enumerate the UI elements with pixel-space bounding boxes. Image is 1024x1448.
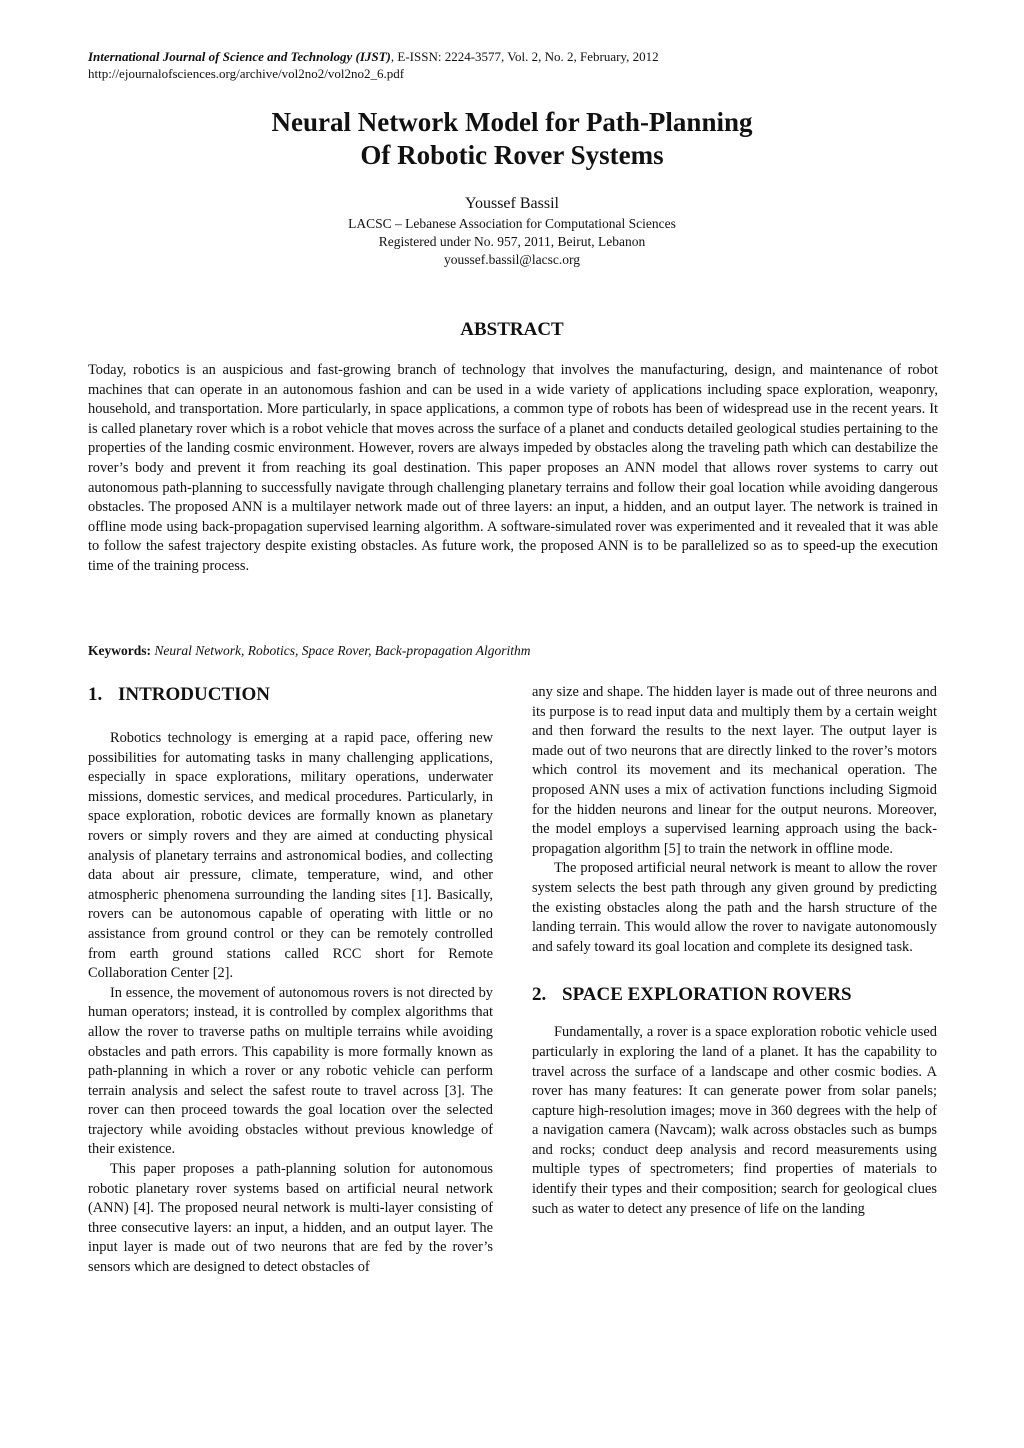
- keywords: [88, 642, 530, 660]
- paper-title: [0, 106, 1024, 172]
- intro-paragraph-2: In essence, the movement of autonomous rovers is not directed by human operators; instead, it is controlled by complex algorithms that allow the rover to traverse paths on multiple terrains while avoiding obstacles and path errors. This capability is more formally known as path-planning in which a rover or any robotic vehicle can perform terrain analysis and select the safest route to travel across [3]. The rover can then proceed towards the goal location over the selected trajectory while avoiding obstacles without previous knowledge of their existence.: [88, 984, 493, 1158]
- intro-paragraph-3: This paper proposes a path-planning solution for autonomous robotic planetary rover systems based on artificial neural network (ANN) [4]. The proposed neural network is multi-layer consisting of three consecutive layers: an input, a hidden, and an output layer. The input layer is made out of two neurons that are fed by the rover’s sensors which are designed to detect obstacles of: [88, 1161, 493, 1276]
- keywords-label: Keywords:: [88, 643, 151, 658]
- section-2-heading: [532, 983, 937, 1007]
- section-2-number: 2.: [532, 984, 547, 1006]
- author-name: Youssef Bassil: [465, 195, 559, 212]
- title-line-2: Of Robotic Rover Systems: [360, 140, 664, 170]
- right-column: [532, 683, 937, 1219]
- author-affiliation: LACSC – Lebanese Association for Computational Sciences: [348, 216, 676, 231]
- journal-details: , E-ISSN: 2224-3577, Vol. 2, No. 2, February, 2012: [390, 49, 659, 64]
- title-line-1: Neural Network Model for Path-Planning: [271, 107, 753, 137]
- section-1-title: INTRODUCTION: [118, 684, 271, 705]
- journal-name: International Journal of Science and Technology (IJST): [88, 49, 391, 64]
- abstract-text: Today, robotics is an auspicious and fast-growing branch of technology that involves the manufacturing, design, and maintenance of robot machines that can operate in an autonomous fashion and can be used in a wide variety of applications including space exploration, weaponry, household, and transportation. More particularly, in space applications, a common type of robots has been of widespread use in the recent years. It is called planetary rover which is a robot vehicle that moves across the surface of a planet and conducts detailed geological studies pertaining to the properties of the landing cosmic environment. However, rovers are always impeded by obstacles along the traveling path which can destabilize the rover’s body and prevent it from reaching its goal destination. This paper proposes an ANN model that allows rover systems to carry out autonomous path-planning to successfully navigate through challenging planetary terrains and follow their goal location while avoiding dangerous obstacles. The proposed ANN is a multilayer network made out of three layers: an input, a hidden, and an output layer. The network is trained in offline mode using back-propagation supervised learning algorithm. A software-simulated rover was experimented and it revealed that it was able to follow the safest trajectory despite existing obstacles. As future work, the proposed ANN is to be parallelized so as to speed-up the execution time of the training process.: [88, 362, 938, 574]
- article-url[interactable]: http://ejournalofsciences.org/archive/vol2no2/vol2no2_6.pdf: [88, 66, 405, 81]
- abstract-heading: ABSTRACT: [460, 319, 564, 340]
- keywords-values: Neural Network, Robotics, Space Rover, Back-propagation Algorithm: [154, 643, 531, 658]
- section-1-number: 1.: [88, 684, 103, 705]
- journal-header: [88, 48, 659, 65]
- intro-paragraph-4: any size and shape. The hidden layer is made out of three neurons and its purpose is to read input data and multiply them by a certain weight and then forward the results to the next layer. The output layer is made out of two neurons that are directly linked to the rover’s motors which control its movement and its mechanical operation. The proposed ANN uses a mix of activation functions including Sigmoid for the hidden neurons and linear for the output neurons. Moreover, the model employs a supervised learning approach using the back-propagation algorithm [5] to train the network in offline mode.: [532, 684, 937, 857]
- intro-paragraph-5: The proposed artificial neural network is meant to allow the rover system selects the best path through any given ground by predicting the existing obstacles along the path and the harsh structure of the landing terrain. This would allow the rover to navigate autonomously and safely toward its goal location and complete its designed task.: [532, 860, 937, 955]
- section-1-heading: [88, 683, 493, 707]
- rovers-paragraph-1: Fundamentally, a rover is a space exploration robotic vehicle used particularly in exploring the land of a planet. It has the capability to travel across the surface of a landscape and other cosmic bodies. A rover has many features: It can generate power from solar panels; capture high-resolution images; move in 360 degrees with the help of a navigation camera (Navcam); walk across obstacles such as bumps and rocks; conduct deep analysis and record measurements using multiple types of spectrometers; find properties of materials to identify their types and their composition; search for geological clues such as water to detect any presence of life on the landing: [532, 1024, 937, 1217]
- author-block: [0, 193, 1024, 269]
- intro-paragraph-1: Robotics technology is emerging at a rapid pace, offering new possibilities for automating tasks in many challenging applications, especially in space explorations, military operations, underwater missions, domestic services, and medical procedures. Particularly, in space exploration, robotic devices are formally known as planetary rovers or simply rovers and they are aimed at conducting physical analysis of planetary terrains and astronomical bodies, and collecting data about air pressure, climate, temperature, wind, and other atmospheric phenomena surrounding the landing sites [1]. Basically, rovers can be autonomous capable of operating with little or no assistance from ground control or they can be remotely controlled from earth ground stations called RCC short for Remote Collaboration Center [2].: [88, 730, 493, 982]
- left-column: [88, 683, 493, 1278]
- section-2-title: SPACE EXPLORATION ROVERS: [562, 984, 852, 1006]
- author-registration: Registered under No. 957, 2011, Beirut, Lebanon: [378, 234, 646, 249]
- author-email[interactable]: youssef.bassil@lacsc.org: [444, 252, 580, 267]
